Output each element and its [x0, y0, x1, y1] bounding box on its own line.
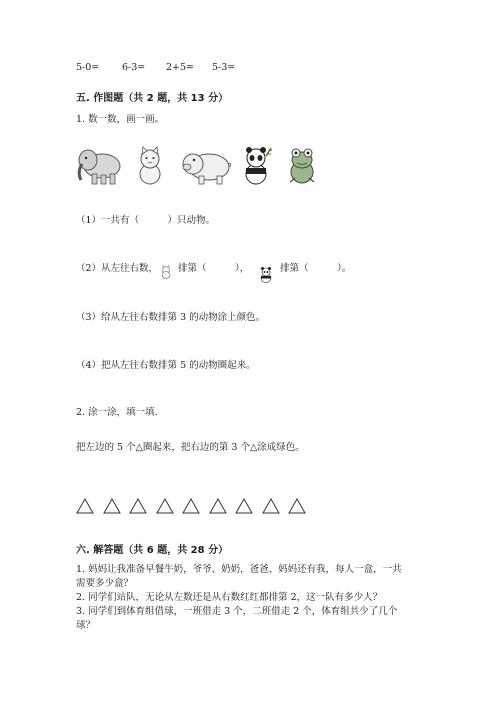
triangle-shape — [288, 498, 306, 514]
section-heading-6: 六. 解答题（共 6 题，共 28 分） — [76, 545, 229, 556]
triangle-shape — [156, 498, 174, 514]
triangle-shape — [76, 498, 94, 514]
equation-2: 6-3= — [122, 62, 146, 73]
word-problem-3-line-2: 球？ — [76, 620, 96, 631]
equation-3: 2+5= — [166, 62, 195, 73]
cat-small-icon — [160, 265, 172, 279]
question-2-title: 2. 涂一涂，填一填. — [76, 407, 158, 418]
cat-icon — [133, 146, 167, 186]
equation-4: 5-3= — [212, 62, 236, 73]
section-heading-5: 五. 作图题（共 2 题，共 13 分） — [76, 93, 229, 104]
word-problem-2: 2. 同学们站队，无论从左数还是从右数红红都排第 2，这一队有多少人？ — [76, 592, 383, 603]
question-1-part-1: （1）一共有（ ）只动物。 — [76, 215, 216, 226]
question-1-title: 1. 数一数，画一画。 — [76, 114, 165, 125]
question-1-part-2-prefix: （2）从左往右数， — [76, 263, 159, 274]
word-problem-3-line-1: 3. 同学们到体育组借球，一班借走 3 个，二班借走 2 个，体育组共少了几个 — [76, 606, 398, 617]
triangle-shape — [182, 498, 200, 514]
triangle-shape — [209, 498, 227, 514]
word-problem-1-line-1: 1. 妈妈让我准备早餐牛奶，爷爷、奶奶，爸爸、妈妈还有我，每人一盒，一共 — [76, 564, 402, 575]
frog-icon — [285, 146, 319, 186]
question-1-part-2-mid: 排第（ ）， — [178, 263, 250, 274]
elephant-icon — [74, 146, 126, 186]
question-2-instruction: 把左边的 5 个△圈起来，把右边的第 3 个△涂成绿色。 — [76, 442, 305, 453]
question-1-part-2-end: 排第（ ）。 — [280, 263, 352, 274]
triangle-shape — [262, 498, 280, 514]
triangle-shape — [103, 498, 121, 514]
equation-1: 5-0= — [76, 62, 100, 73]
triangle-shape — [235, 498, 253, 514]
question-1-part-4: （4）把从左往右数排第 5 的动物圈起来。 — [76, 360, 256, 371]
triangle-shape — [129, 498, 147, 514]
pig-icon — [179, 146, 233, 186]
question-1-part-3: （3）给从左往右数排第 3 的动物涂上颜色。 — [76, 312, 266, 323]
panda-icon — [240, 146, 272, 186]
word-problem-1-line-2: 需要多少盒？ — [76, 578, 134, 589]
panda-small-icon — [258, 267, 274, 283]
